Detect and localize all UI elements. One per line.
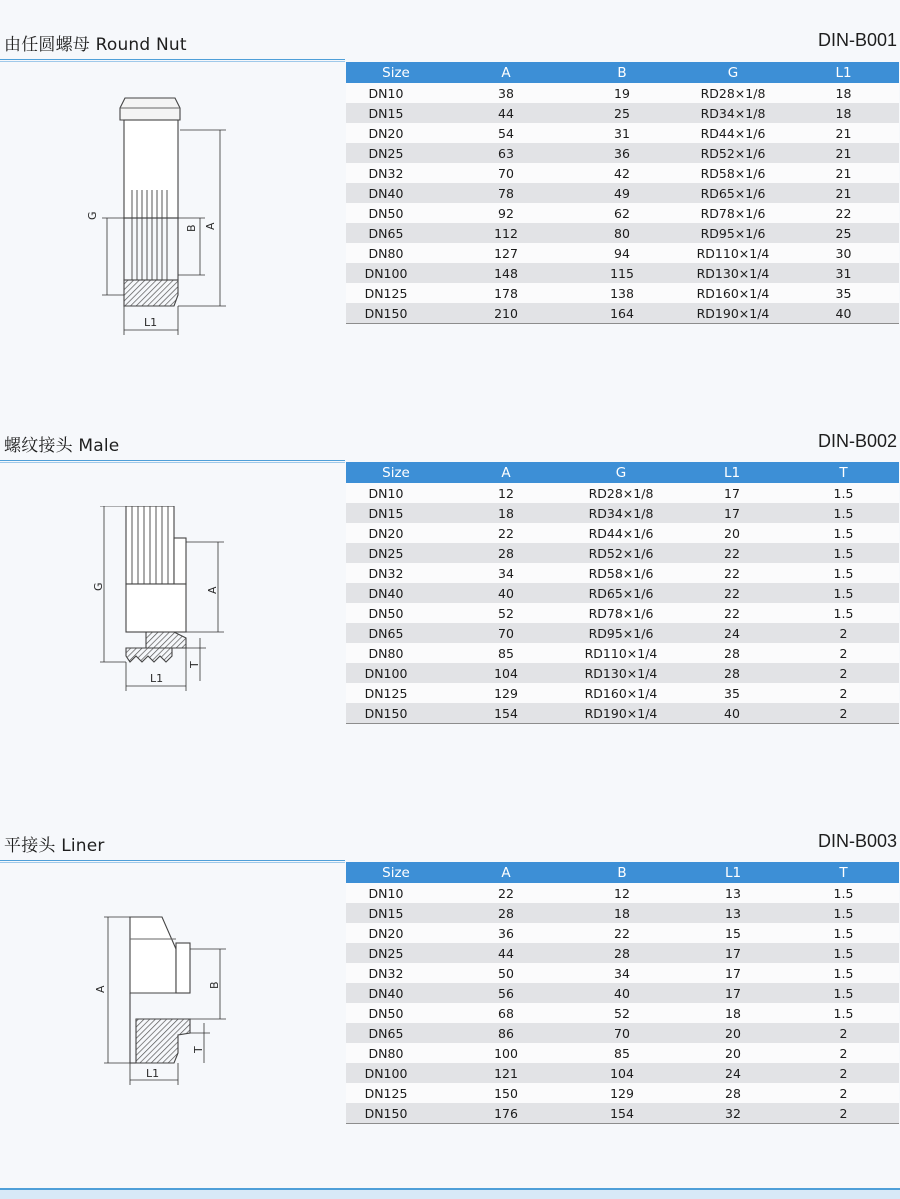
table-cell: 70 [446,623,566,643]
table-cell: 42 [566,163,678,183]
table-row [346,163,899,183]
table-cell: 1.5 [788,503,899,523]
table-cell: 21 [788,143,899,163]
table-cell: 15 [678,923,788,943]
table-cell: 28 [566,943,678,963]
table-cell: 17 [678,963,788,983]
male-drawing [80,506,250,721]
dim-label-a: A [94,985,107,993]
table-cell: DN100 [346,663,446,683]
table-cell: 154 [566,1103,678,1124]
table-row [346,143,899,163]
table-cell: 22 [446,883,566,903]
section-title: 螺纹接头 Male [4,436,120,456]
table-cell: 18 [566,903,678,923]
table-header [346,862,899,883]
table-cell: 1.5 [788,483,899,503]
column-header: L1 [676,462,788,483]
table-cell: 17 [676,483,788,503]
table-cell: DN100 [346,1063,446,1083]
table-cell: 2 [788,623,899,643]
table-cell: 2 [788,1023,899,1043]
table-cell: RD160×1/4 [566,683,676,703]
table-row [346,923,899,943]
table-cell: 50 [446,963,566,983]
section-divider-light [0,462,345,463]
section-code: DIN-B003 [817,831,897,851]
table-cell: RD95×1/6 [678,223,788,243]
table-row [346,703,899,724]
table-cell: DN50 [346,1003,446,1023]
table-cell: 86 [446,1023,566,1043]
table-body [346,83,899,324]
table-cell: 1.5 [788,943,899,963]
table-row [346,643,899,663]
table-row [346,483,899,503]
table-cell: RD65×1/6 [566,583,676,603]
dim-label-g: G [86,211,99,220]
table-cell: RD160×1/4 [678,283,788,303]
table-cell: 38 [446,83,566,103]
column-header: Size [346,462,446,483]
table-row [346,623,899,643]
table-cell: 21 [788,183,899,203]
table-cell: RD44×1/6 [678,123,788,143]
table-row [346,1083,899,1103]
table-cell: 18 [788,103,899,123]
table-cell: 2 [788,1103,899,1124]
table-cell: 36 [446,923,566,943]
table-cell: 154 [446,703,566,724]
table-cell: 18 [446,503,566,523]
section-divider [0,59,345,60]
table-row [346,523,899,543]
table-header [346,462,899,483]
table-cell: 148 [446,263,566,283]
table-cell: 70 [566,1023,678,1043]
table-cell: DN80 [346,243,446,263]
table-cell: 2 [788,1063,899,1083]
table-cell: DN150 [346,303,446,324]
table-cell: 164 [566,303,678,324]
table-row [346,223,899,243]
section-title: 由任圆螺母 Round Nut [4,35,187,55]
table-cell: 210 [446,303,566,324]
table-cell: 22 [676,563,788,583]
table-cell: 129 [566,1083,678,1103]
table-cell: 20 [678,1023,788,1043]
section-title: 平接头 Liner [4,836,105,856]
table-cell: 18 [788,83,899,103]
table-cell: 56 [446,983,566,1003]
table-cell: 22 [788,203,899,223]
column-header: T [788,862,899,883]
table-cell: 54 [446,123,566,143]
dim-label-l1: L1 [150,672,164,685]
table-cell: 40 [788,303,899,324]
table-cell: 49 [566,183,678,203]
table-cell: 2 [788,663,899,683]
table-cell: DN80 [346,1043,446,1063]
table-cell: RD44×1/6 [566,523,676,543]
dim-label-g: G [92,582,105,591]
table-cell: 62 [566,203,678,223]
dim-label-t: T [192,1046,205,1053]
table-row [346,603,899,623]
table-cell: RD52×1/6 [678,143,788,163]
table-cell: RD58×1/6 [678,163,788,183]
table-cell: 31 [566,123,678,143]
table-cell: 20 [678,1043,788,1063]
table-cell: 80 [566,223,678,243]
dim-label-t: T [188,661,201,668]
table-cell: 28 [676,643,788,663]
section-divider-light [0,862,345,863]
table-cell: 24 [676,623,788,643]
table-cell: 20 [676,523,788,543]
table-row [346,563,899,583]
table-cell: 94 [566,243,678,263]
table-cell: 44 [446,103,566,123]
column-header: Size [346,862,446,883]
table-cell: DN20 [346,123,446,143]
table-cell: 40 [446,583,566,603]
table-cell: 1.5 [788,603,899,623]
table-body [346,483,899,724]
table-cell: DN125 [346,1083,446,1103]
table-cell: 44 [446,943,566,963]
table-cell: 19 [566,83,678,103]
table-cell: DN32 [346,563,446,583]
table-cell: RD28×1/8 [678,83,788,103]
table-cell: RD130×1/4 [566,663,676,683]
column-header: A [446,62,566,83]
table-cell: 21 [788,123,899,143]
table-cell: 17 [678,983,788,1003]
table-cell: DN150 [346,703,446,724]
table-row [346,83,899,103]
table-cell: 22 [676,543,788,563]
table-cell: 121 [446,1063,566,1083]
table-cell: DN50 [346,603,446,623]
table-cell: 1.5 [788,923,899,943]
table-cell: 176 [446,1103,566,1124]
table-cell: 22 [566,923,678,943]
table-cell: 22 [676,603,788,623]
table-body [346,883,899,1124]
table-cell: 25 [788,223,899,243]
table-row [346,1003,899,1023]
table-row [346,883,899,903]
table-row [346,943,899,963]
table-cell: DN125 [346,283,446,303]
table-cell: DN50 [346,203,446,223]
table-cell: 2 [788,643,899,663]
table-cell: 1.5 [788,563,899,583]
section-divider-light [0,61,345,62]
table-cell: RD78×1/6 [566,603,676,623]
table-row [346,183,899,203]
table-cell: DN25 [346,943,446,963]
table-cell: DN65 [346,223,446,243]
table-cell: 32 [678,1103,788,1124]
table-row [346,583,899,603]
table-cell: 138 [566,283,678,303]
dim-label-l1: L1 [144,316,158,329]
table-cell: RD52×1/6 [566,543,676,563]
table-cell: 28 [446,903,566,923]
column-header: L1 [788,62,899,83]
round-nut-table [346,62,899,324]
column-header: G [566,462,676,483]
table-cell: 34 [446,563,566,583]
table-cell: 85 [446,643,566,663]
table-cell: 12 [566,883,678,903]
table-row [346,1023,899,1043]
table-cell: 1.5 [788,523,899,543]
table-cell: DN40 [346,983,446,1003]
table-row [346,243,899,263]
table-cell: 12 [446,483,566,503]
table-cell: DN32 [346,163,446,183]
table-cell: DN65 [346,1023,446,1043]
table-cell: DN32 [346,963,446,983]
table-cell: RD58×1/6 [566,563,676,583]
table-cell: 78 [446,183,566,203]
table-cell: DN40 [346,183,446,203]
table-cell: DN20 [346,923,446,943]
table-cell: DN100 [346,263,446,283]
table-cell: RD130×1/4 [678,263,788,283]
table-cell: 112 [446,223,566,243]
table-cell: 127 [446,243,566,263]
table-cell: DN10 [346,83,446,103]
table-cell: 1.5 [788,583,899,603]
table-cell: RD78×1/6 [678,203,788,223]
table-cell: 68 [446,1003,566,1023]
table-cell: 13 [678,883,788,903]
table-cell: RD190×1/4 [678,303,788,324]
table-cell: 31 [788,263,899,283]
table-cell: 115 [566,263,678,283]
table-cell: 1.5 [788,903,899,923]
table-cell: 35 [676,683,788,703]
table-cell: 24 [678,1063,788,1083]
table-cell: 104 [446,663,566,683]
table-cell: 30 [788,243,899,263]
page-footer-bar [0,1188,900,1199]
table-cell: 70 [446,163,566,183]
table-cell: DN10 [346,483,446,503]
table-row [346,903,899,923]
table-cell: 52 [446,603,566,623]
round-nut-drawing [80,90,250,340]
table-cell: 2 [788,1043,899,1063]
table-row [346,103,899,123]
table-header [346,62,899,83]
dim-label-b: B [185,224,198,232]
table-cell: DN125 [346,683,446,703]
table-cell: 1.5 [788,543,899,563]
dim-label-l1: L1 [146,1067,160,1080]
table-cell: 100 [446,1043,566,1063]
table-row [346,683,899,703]
table-row [346,663,899,683]
section-code: DIN-B001 [817,30,897,50]
table-cell: 150 [446,1083,566,1103]
column-header: L1 [678,862,788,883]
column-header: Size [346,62,446,83]
dim-label-a: A [206,586,219,594]
table-row [346,203,899,223]
table-cell: 28 [676,663,788,683]
table-row [346,263,899,283]
table-cell: 104 [566,1063,678,1083]
table-row [346,1043,899,1063]
table-cell: 1.5 [788,963,899,983]
table-cell: 40 [566,983,678,1003]
table-cell: DN65 [346,623,446,643]
table-cell: RD28×1/8 [566,483,676,503]
table-cell: 17 [676,503,788,523]
table-cell: 1.5 [788,1003,899,1023]
table-cell: RD34×1/8 [678,103,788,123]
table-row [346,503,899,523]
table-cell: 1.5 [788,883,899,903]
table-cell: DN15 [346,903,446,923]
table-cell: RD110×1/4 [678,243,788,263]
table-cell: 21 [788,163,899,183]
table-cell: 22 [676,583,788,603]
table-cell: DN25 [346,143,446,163]
table-cell: 92 [446,203,566,223]
male-table [346,462,899,724]
table-row [346,123,899,143]
table-cell: 85 [566,1043,678,1063]
table-cell: RD190×1/4 [566,703,676,724]
table-cell: 35 [788,283,899,303]
table-cell: 18 [678,1003,788,1023]
table-cell: 34 [566,963,678,983]
table-cell: DN40 [346,583,446,603]
table-cell: 22 [446,523,566,543]
table-cell: DN150 [346,1103,446,1124]
table-cell: 25 [566,103,678,123]
column-header: A [446,462,566,483]
table-cell: 178 [446,283,566,303]
table-cell: RD65×1/6 [678,183,788,203]
section-divider [0,860,345,861]
liner-drawing [80,913,250,1113]
table-cell: 17 [678,943,788,963]
table-cell: DN15 [346,503,446,523]
table-cell: 2 [788,703,899,724]
column-header: B [566,862,678,883]
dim-label-a: A [204,222,217,230]
table-cell: 13 [678,903,788,923]
table-row [346,983,899,1003]
column-header: A [446,862,566,883]
table-row [346,963,899,983]
table-row [346,1063,899,1083]
table-cell: RD110×1/4 [566,643,676,663]
liner-table [346,862,899,1124]
table-cell: 1.5 [788,983,899,1003]
table-cell: 28 [678,1083,788,1103]
table-cell: DN80 [346,643,446,663]
table-row [346,1103,899,1124]
table-cell: 2 [788,683,899,703]
column-header: T [788,462,899,483]
table-cell: 52 [566,1003,678,1023]
table-cell: 63 [446,143,566,163]
table-cell: DN10 [346,883,446,903]
column-header: G [678,62,788,83]
table-row [346,303,899,324]
table-row [346,283,899,303]
table-cell: 40 [676,703,788,724]
table-cell: DN25 [346,543,446,563]
table-cell: DN20 [346,523,446,543]
column-header: B [566,62,678,83]
table-cell: 129 [446,683,566,703]
table-cell: DN15 [346,103,446,123]
table-cell: 2 [788,1083,899,1103]
table-row [346,543,899,563]
dim-label-b: B [208,981,221,989]
table-cell: RD95×1/6 [566,623,676,643]
table-cell: 36 [566,143,678,163]
table-cell: 28 [446,543,566,563]
section-code: DIN-B002 [817,431,897,451]
table-cell: RD34×1/8 [566,503,676,523]
section-divider [0,460,345,461]
